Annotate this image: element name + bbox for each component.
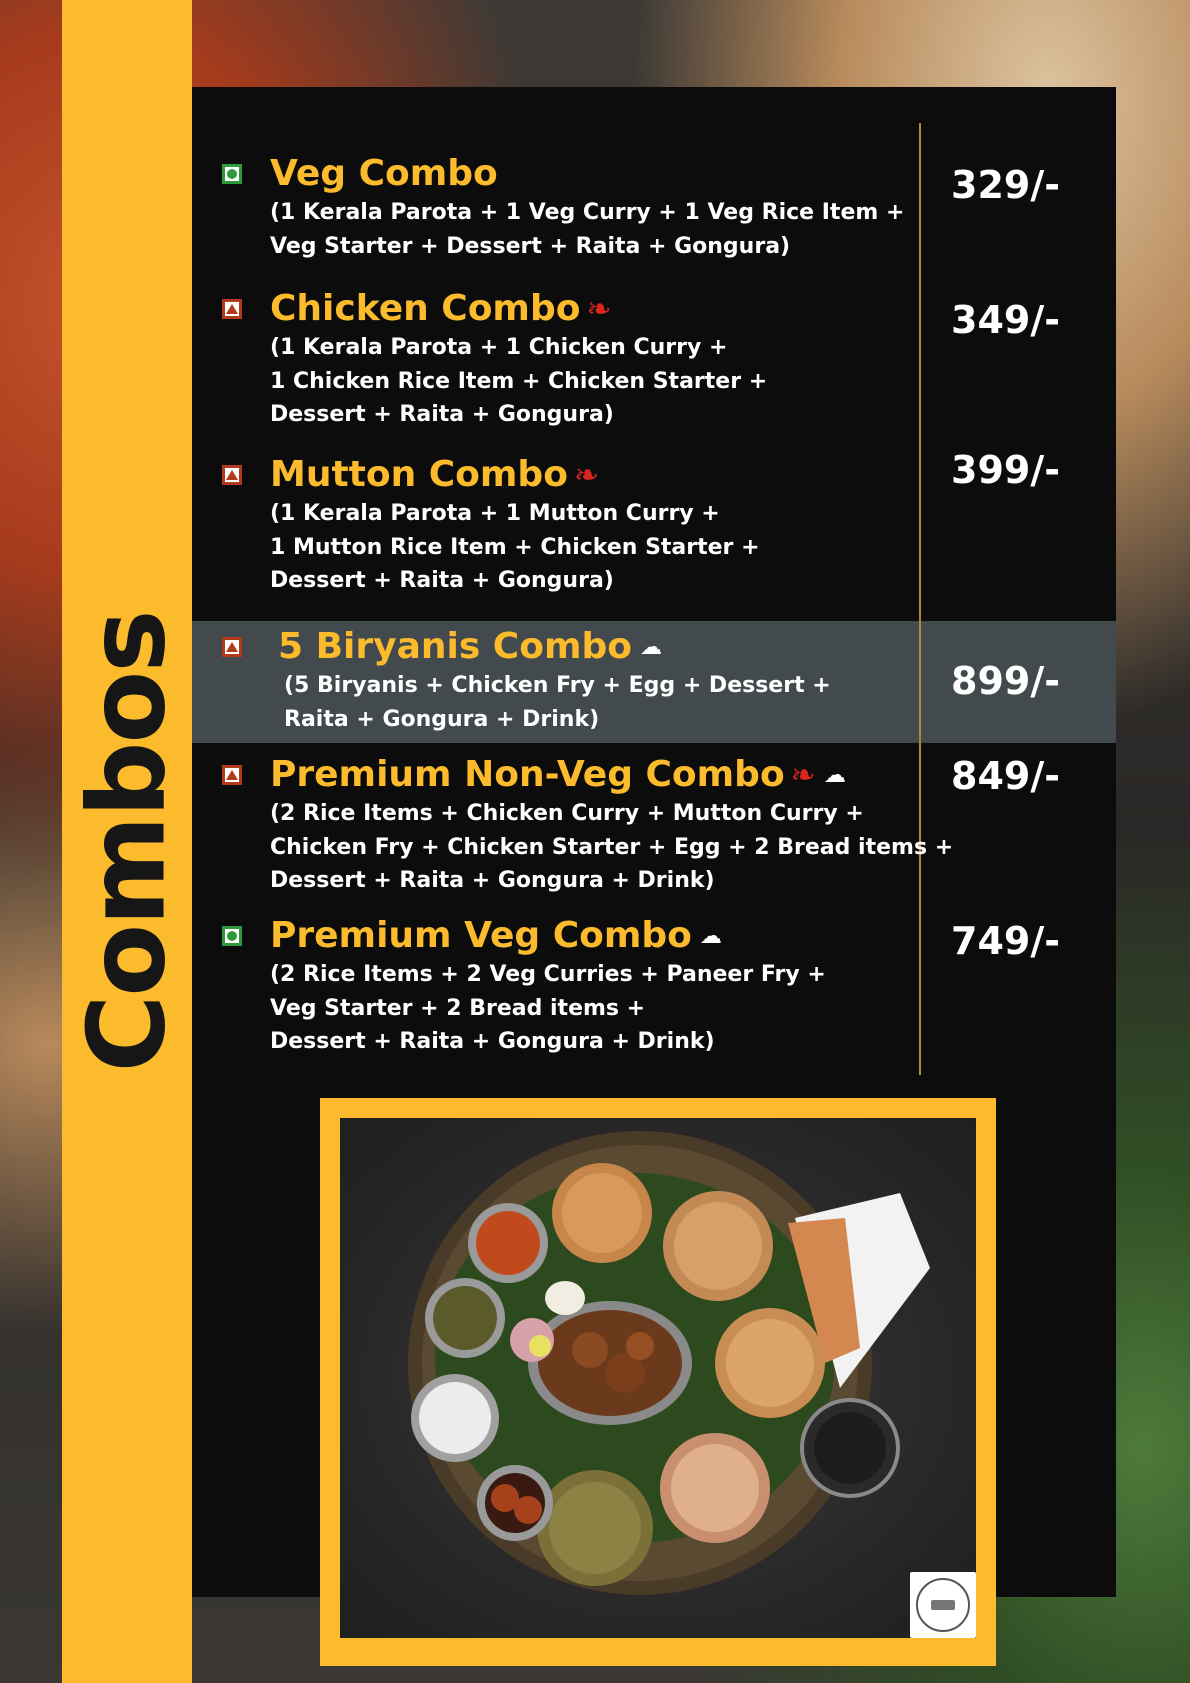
chef-hat-icon: ☁	[823, 762, 846, 788]
item-price: 899/-	[951, 659, 1060, 703]
item-price: 329/-	[951, 163, 1060, 207]
item-description: (1 Kerala Parota + 1 Chicken Curry + 1 Chicken Rice Item + Chicken Starter + Dessert + Raita + Gongura)	[270, 335, 768, 427]
item-description: (5 Biryanis + Chicken Fry + Egg + Dessert + Raita + Gongura + Drink)	[284, 673, 831, 732]
nonveg-marker-icon	[222, 637, 242, 657]
menu-item-mutton-combo	[222, 453, 922, 598]
nonveg-marker-icon	[222, 299, 242, 319]
chef-hat-icon: ☁	[639, 634, 662, 660]
chili-icon: ❧	[586, 291, 612, 327]
item-name: Premium Non-Veg Combo	[270, 754, 785, 795]
item-price: 849/-	[951, 754, 1060, 798]
item-price: 749/-	[951, 919, 1060, 963]
veg-marker-icon	[222, 926, 242, 946]
item-description: (2 Rice Items + Chicken Curry + Mutton Curry + Chicken Fry + Chicken Starter + Egg + 2 Bread items + Dessert + Raita + Gongura + Drink)	[270, 801, 954, 893]
menu-item-premium-nonveg-combo	[222, 753, 954, 898]
item-name: Chicken Combo	[270, 288, 581, 329]
menu-item-premium-veg-combo	[222, 914, 922, 1059]
chili-icon: ❧	[790, 757, 816, 793]
item-name: Premium Veg Combo	[270, 915, 692, 956]
chef-hat-icon: ☁	[699, 923, 722, 949]
menu-item-chicken-combo	[222, 287, 922, 432]
nonveg-marker-icon	[222, 465, 242, 485]
thali-illustration	[340, 1118, 976, 1638]
nonveg-marker-icon	[222, 765, 242, 785]
combo-thali-photo	[340, 1118, 976, 1638]
section-title: Combos	[65, 611, 189, 1073]
chili-icon: ❧	[573, 457, 600, 493]
item-description: (1 Kerala Parota + 1 Veg Curry + 1 Veg Rice Item + Veg Starter + Dessert + Raita + Gongura)	[270, 200, 905, 259]
item-description: (1 Kerala Parota + 1 Mutton Curry + 1 Mutton Rice Item + Chicken Starter + Dessert + Raita + Gongura)	[270, 501, 760, 593]
menu-item-veg-combo	[222, 152, 922, 263]
item-description: (2 Rice Items + 2 Veg Curries + Paneer Fry + Veg Starter + 2 Bread items + Dessert + Raita + Gongura + Drink)	[270, 962, 826, 1054]
item-name: 5 Biryanis Combo	[278, 626, 632, 667]
item-price: 349/-	[951, 298, 1060, 342]
restaurant-logo-icon	[910, 1572, 976, 1638]
item-name: Mutton Combo	[270, 454, 568, 495]
menu-item-5-biryanis-combo	[222, 625, 922, 736]
item-price: 399/-	[951, 448, 1060, 492]
item-name: Veg Combo	[270, 153, 498, 194]
veg-marker-icon	[222, 164, 242, 184]
photo-frame	[320, 1098, 996, 1666]
